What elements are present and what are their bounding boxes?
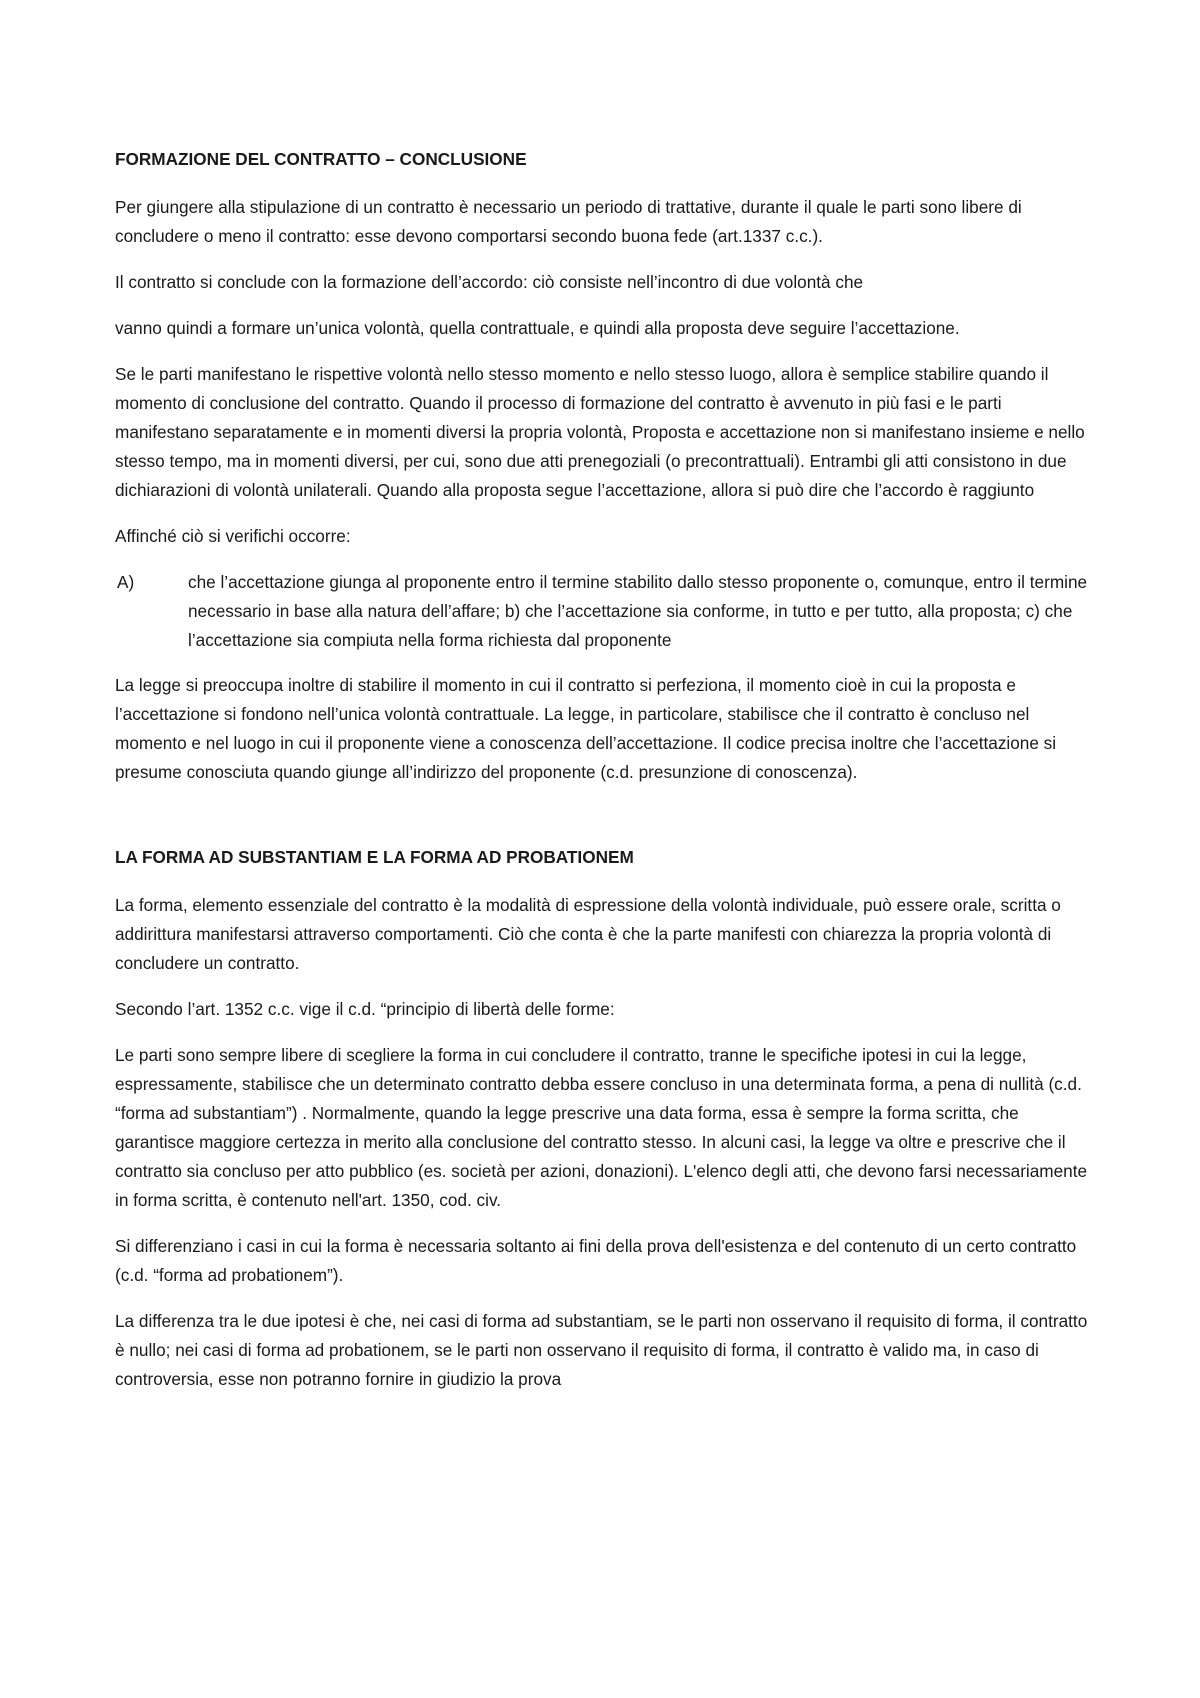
paragraph: La differenza tra le due ipotesi è che, nei casi di forma ad substantiam, se le parti non osservano il requisito di forma, il contratto è nullo; nei casi di forma ad probationem, se le parti non osservano il requisito di forma, il contratto è valido ma, in caso di controversia, esse non potranno fornire in giudizio la prova	[115, 1311, 1088, 1389]
section-heading-formazione: FORMAZIONE DEL CONTRATTO – CONCLUSIONE	[115, 149, 527, 169]
paragraph: Per giungere alla stipulazione di un contratto è necessario un periodo di trattative, durante il quale le parti sono libere di concludere o meno il contratto: esse devono comportarsi secondo buona fede (art.1337 c.c.).	[115, 197, 1022, 246]
paragraph: Si differenziano i casi in cui la forma è necessaria soltanto ai fini della prova dell'esistenza e del contenuto di un certo contratto (c.d. “forma ad probationem”).	[115, 1236, 1077, 1285]
list-marker: A)	[117, 572, 135, 592]
document-page	[115, 145, 1090, 1411]
paragraph: vanno quindi a formare un’unica volontà, quella contrattuale, e quindi alla proposta deve seguire l’accettazione.	[115, 318, 960, 338]
conditions-list	[115, 568, 1090, 655]
paragraph: Il contratto si conclude con la formazione dell’accordo: ciò consiste nell’incontro di due volontà che	[115, 272, 864, 292]
list-item	[115, 568, 1090, 655]
paragraph: La forma, elemento essenziale del contratto è la modalità di espressione della volontà individuale, può essere orale, scritta o addirittura manifestarsi attraverso comportamenti. Ciò che conta è che la parte manifesti con chiarezza la propria volontà di concludere un contratto.	[115, 895, 1061, 973]
paragraph: Secondo l’art. 1352 c.c. vige il c.d. “principio di libertà delle forme:	[115, 999, 615, 1019]
paragraph: La legge si preoccupa inoltre di stabilire il momento in cui il contratto si perfeziona, il momento cioè in cui la proposta e l’accettazione si fondono nell’unica volontà contrattuale. La legge, in particolare, stabilisce che il contratto è concluso nel momento e nel luogo in cui il proponente viene a conoscenza dell’accettazione. Il codice precisa inoltre che l’accettazione si presume conosciuta quando giunge all’indirizzo del proponente (c.d. presunzione di conoscenza).	[115, 675, 1057, 782]
paragraph: Le parti sono sempre libere di scegliere la forma in cui concludere il contratto, tranne le specifiche ipotesi in cui la legge, espressamente, stabilisce che un determinato contratto debba essere concluso in una determinata forma, a pena di nullità (c.d. “forma ad substantiam”) . Normalmente, quando la legge prescrive una data forma, essa è sempre la forma scritta, che garantisce maggiore certezza in merito alla conclusione del contratto stesso. In alcuni casi, la legge va oltre e prescrive che il contratto sia concluso per atto pubblico (es. società per azioni, donazioni). L'elenco degli atti, che devono farsi necessariamente in forma scritta, è contenuto nell'art. 1350, cod. civ.	[115, 1045, 1088, 1210]
paragraph: Affinché ciò si verifichi occorre:	[115, 526, 351, 546]
paragraph: Se le parti manifestano le rispettive volontà nello stesso momento e nello stesso luogo, allora è semplice stabilire quando il momento di conclusione del contratto. Quando il processo di formazione del contratto è avvenuto in più fasi e le parti manifestano separatamente e in momenti diversi la propria volontà, Proposta e accettazione non si manifestano insieme e nello stesso tempo, ma in momenti diversi, per cui, sono due atti prenegoziali (o precontrattuali). Entrambi gli atti consistono in due dichiarazioni di volontà unilaterali. Quando alla proposta segue l’accettazione, allora si può dire che l’accordo è raggiunto	[115, 364, 1085, 500]
list-item-text: che l’accettazione giunga al proponente entro il termine stabilito dallo stesso proponente o, comunque, entro il termine necessario in base alla natura dell’affare; b) che l’accettazione sia conforme, in tutto e per tutto, alla proposta; c) che l’accettazione sia compiuta nella forma richiesta dal proponente	[188, 572, 1088, 650]
section-heading-forma: LA FORMA AD SUBSTANTIAM E LA FORMA AD PROBATIONEM	[115, 847, 634, 867]
section-spacer	[115, 804, 1090, 843]
